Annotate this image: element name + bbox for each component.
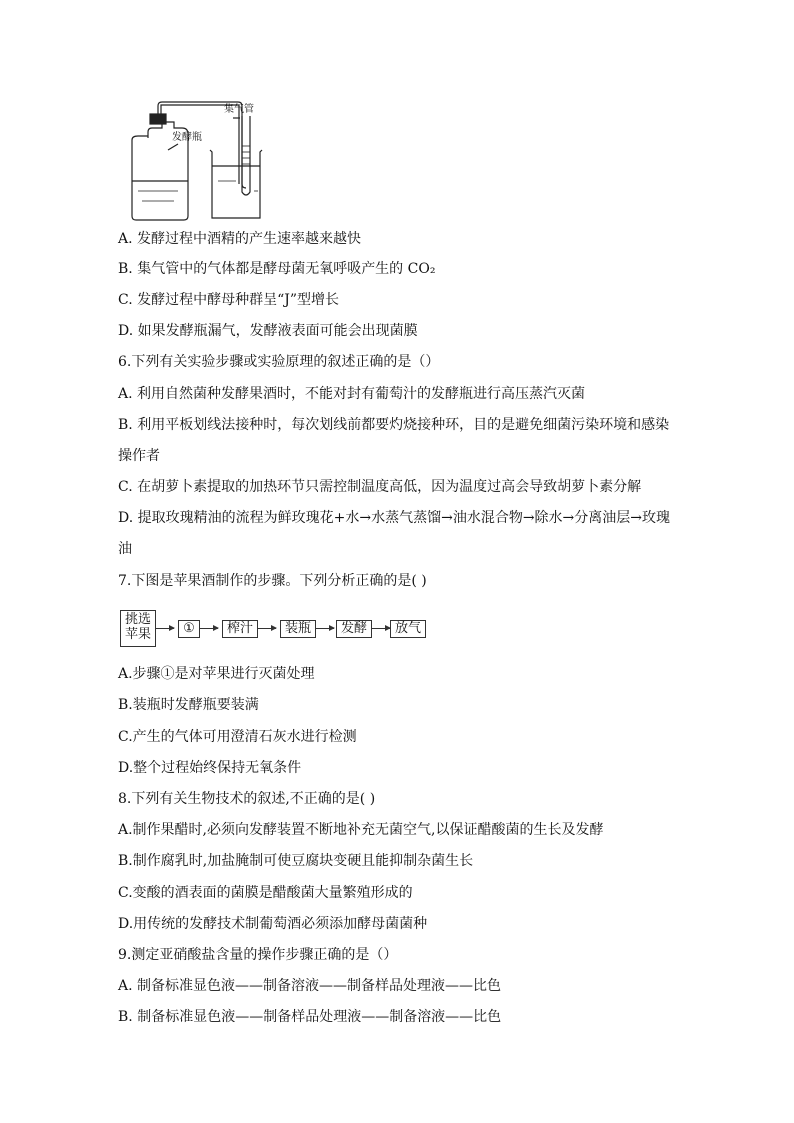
q5-option-d: D. 如果发酵瓶漏气，发酵液表面可能会出现菌膜 (118, 323, 418, 339)
q8-stem: 8.下列有关生物技术的叙述,不正确的是( ) (118, 791, 376, 807)
q7-stem: 7.下图是苹果酒制作的步骤。下列分析正确的是( ) (118, 573, 427, 589)
flow-step-juicing: 榨汁 (222, 620, 258, 638)
flow-step-1: ① (178, 620, 200, 638)
q9-stem: 9.测定亚硝酸盐含量的操作步骤正确的是（） (118, 947, 398, 963)
q8-option-a: A.制作果醋时,必须向发酵装置不断地补充无菌空气,以保证醋酸菌的生长及发酵 (118, 822, 604, 838)
q7-option-a: A.步骤①是对苹果进行灭菌处理 (118, 666, 315, 682)
flow-step-select-line2: 苹果 (124, 627, 151, 642)
flow-step-select-apples (120, 610, 156, 647)
flow-arrow-4 (316, 628, 334, 629)
q5-option-a: A. 发酵过程中酒精的产生速率越来越快 (118, 231, 362, 247)
beaker-outline (210, 150, 262, 218)
collecting-tube (242, 116, 250, 195)
q8-option-b: B.制作腐乳时,加盐腌制可使豆腐块变硬且能抑制杂菌生长 (118, 853, 474, 869)
q6-option-b-cont: 操作者 (118, 448, 160, 464)
q9-option-a: A. 制备标准显色液——制备溶液——制备样品处理液——比色 (118, 978, 502, 994)
flow-step-venting: 放气 (390, 620, 426, 638)
apparatus-drawing (128, 96, 288, 224)
q6-option-d: D. 提取玫瑰精油的流程为鲜玫瑰花+水→水蒸气蒸馏→油水混合物→除水→分离油层→玫瑰 (118, 510, 671, 526)
q8-option-d: D.用传统的发酵技术制葡萄酒必须添加酵母菌菌种 (118, 916, 428, 932)
flow-arrow-3 (258, 628, 276, 629)
flow-arrow-5 (372, 628, 390, 629)
q7-flow-diagram (120, 610, 440, 650)
q5-option-c: C. 发酵过程中酵母种群呈“J”型增长 (118, 292, 340, 308)
flow-step-select-line1: 挑选 (124, 612, 151, 627)
q7-option-d: D.整个过程始终保持无氧条件 (118, 760, 302, 776)
q6-stem: 6.下列有关实验步骤或实验原理的叙述正确的是（） (118, 354, 440, 370)
q9-option-b: B. 制备标准显色液——制备样品处理液——制备溶液——比色 (118, 1009, 502, 1025)
connecting-tube-inner (161, 105, 239, 184)
q8-option-c: C.变酸的酒表面的菌膜是醋酸菌大量繁殖形成的 (118, 885, 413, 901)
q6-option-a: A. 利用自然菌种发酵果酒时，不能对封有葡萄汁的发酵瓶进行高压蒸汽灭菌 (118, 386, 586, 402)
bottle-label-leader (168, 144, 178, 150)
q6-option-b: B. 利用平板划线法接种时，每次划线前都要灼烧接种环，目的是避免细菌污染环境和感染 (118, 417, 670, 433)
flow-step-fermenting: 发酵 (336, 620, 372, 638)
bottle-label: 发酵瓶 (172, 132, 202, 143)
flow-arrow-1 (156, 628, 174, 629)
q6-option-c: C. 在胡萝卜素提取的加热环节只需控制温度高低，因为温度过高会导致胡萝卜素分解 (118, 479, 642, 495)
flow-step-bottling: 装瓶 (280, 620, 316, 638)
stopper (150, 114, 166, 124)
tube-label: 集气管 (224, 104, 254, 115)
fermentation-apparatus-figure (128, 96, 288, 224)
q7-option-b: B.装瓶时发酵瓶要装满 (118, 697, 259, 713)
q5-option-b: B. 集气管中的气体都是酵母菌无氧呼吸产生的 CO₂ (118, 261, 436, 277)
flow-arrow-2 (200, 628, 218, 629)
q7-option-c: C.产生的气体可用澄清石灰水进行检测 (118, 729, 357, 745)
q6-option-d-cont: 油 (118, 541, 132, 557)
